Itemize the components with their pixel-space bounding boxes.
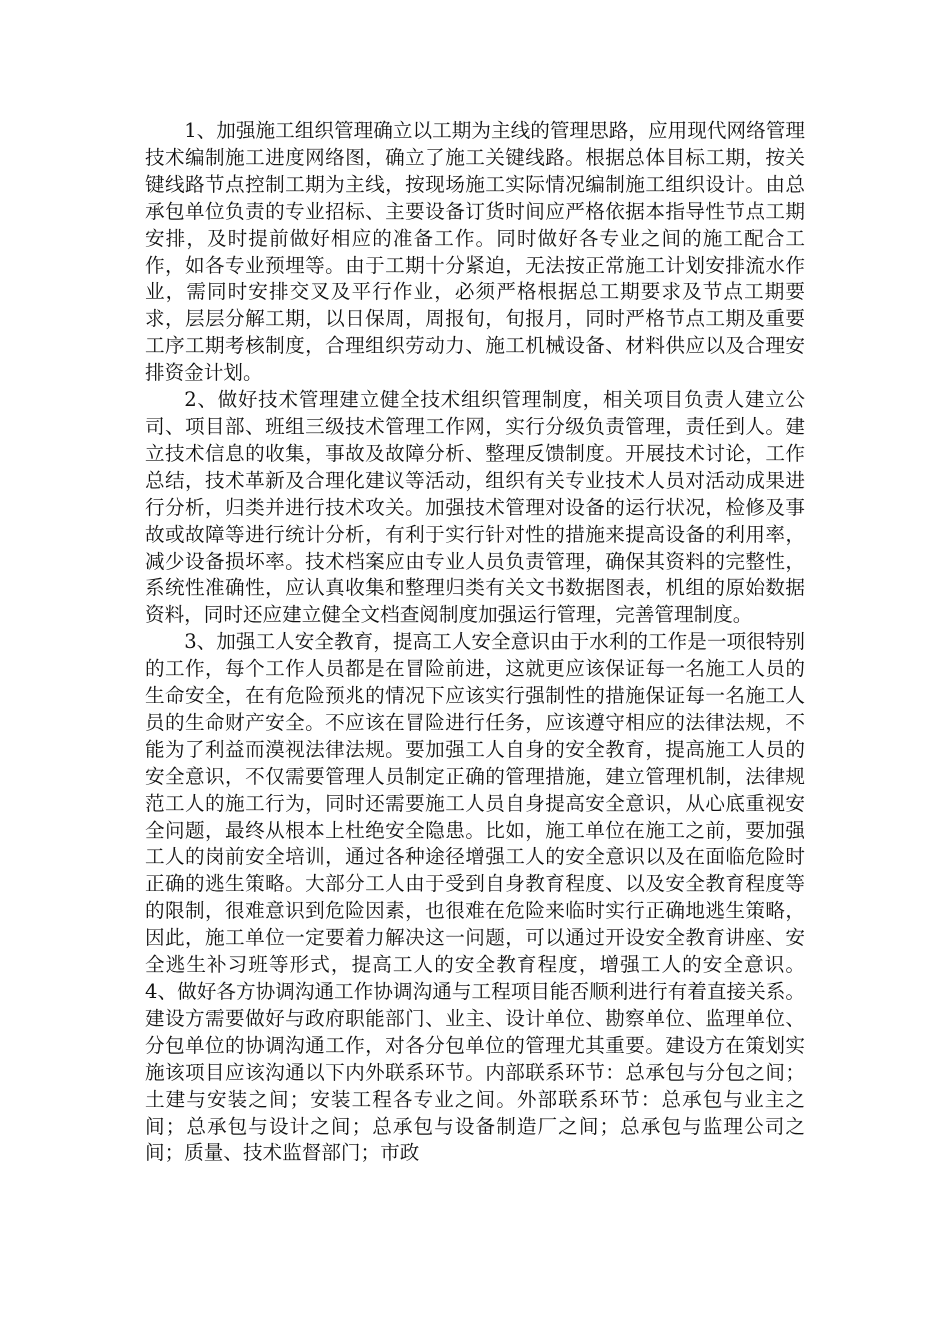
paragraph-safety-education: 3、加强工人安全教育，提高工人安全意识由于水利的工作是一项很特别的工作，每个工作人员都是在冒险前进，这就更应该保证每一名施工人员的生命安全，在有危险预兆的情况下应该实行强制性的措施保证每一名施工人员的生命财产安全。不应该在冒险进行任务，应该遵守相应的法律法规，不能为了利益而漠视法律法规。要加强工人自身的安全教育，提高施工人员的安全意识，不仅需要管理人员制定正确的管理措施，建立管理机制，法律规范工人的施工行为，同时还需要施工人员自身提高安全意识，从心底重视安全问题，最终从根本上杜绝安全隐患。比如，施工单位在施工之前，要加强工人的岗前安全培训，通过各种途径增强工人的安全意识以及在面临危险时正确的逃生策略。大部分工人由于受到自身教育程度、以及安全教育程度等的限制，很难意识到危险因素，也很难在危险来临时实行正确地逃生策略，因此，施工单位一定要着力解决这一问题，可以通过开设安全教育讲座、安全逃生补习班等形式，提高工人的安全教育程度，增强工人的安全意识。 4、做好各方协调沟通工作协调沟通与工程项目能否顺利进行有着直接关系。建设方需要做好与政府职能部门、业主、设计单位、勘察单位、监理单位、分包单位的协调沟通工作，对各分包单位的管理尤其重要。建设方在策划实施该项目应该沟通以下内外联系环节。内部联系环节：总承包与分包之间；土建与安装之间；安装工程各专业之间。外部联系环节：总承包与业主之间；总承包与设计之间；总承包与设备制造厂之间；总承包与监理公司之间；质量、技术监督部门；市政 bbox=[145, 630, 805, 1165]
paragraph-technical-management: 2、做好技术管理建立健全技术组织管理制度，相关项目负责人建立公司、项目部、班组三级技术管理工作网，实行分级负责管理，责任到人。建立技术信息的收集，事故及故障分析、整理反馈制度。开展技术讨论，工作总结，技术革新及合理化建议等活动，组织有关专业技术人员对活动成果进行分析，归类并进行技术攻关。加强技术管理对设备的运行状况，检修及事故或故障等进行统计分析，有利于实行针对性的措施来提高设备的利用率，减少设备损坏率。技术档案应由专业人员负责管理，确保其资料的完整性，系统性准确性，应认真收集和整理归类有关文书数据图表，机组的原始数据资料，同时还应建立健全文档查阅制度加强运行管理，完善管理制度。 bbox=[145, 388, 805, 627]
document-body bbox=[145, 118, 805, 1167]
paragraph-construction-organization: 1、加强施工组织管理确立以工期为主线的管理思路，应用现代网络管理技术编制施工进度网络图，确立了施工关键线路。根据总体目标工期，按关键线路节点控制工期为主线，按现场施工实际情况编制施工组织设计。由总承包单位负责的专业招标、主要设备订货时间应严格依据本指导性节点工期安排，及时提前做好相应的准备工作。同时做好各专业之间的施工配合工作，如各专业预埋等。由于工期十分紧迫，无法按正常施工计划安排流水作业，需同时安排交叉及平行作业，必须严格根据总工期要求及节点工期要求，层层分解工期，以日保周，周报旬，旬报月，同时严格节点工期及重要工序工期考核制度，合理组织劳动力、施工机械设备、材料供应以及合理安排资金计划。 bbox=[145, 119, 805, 385]
